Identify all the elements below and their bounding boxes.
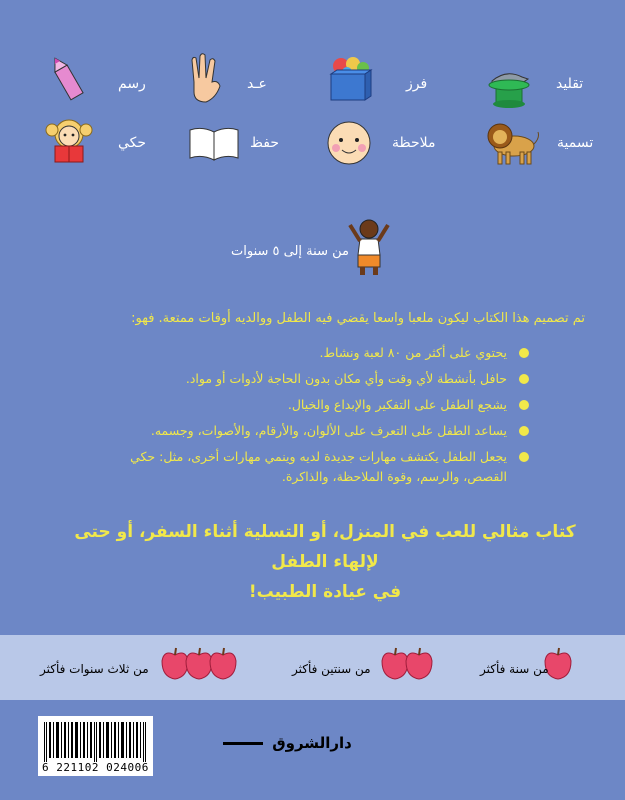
age-levels-strip (0, 635, 625, 700)
lion-icon (484, 120, 540, 166)
apple-icon (380, 647, 436, 681)
barcode-number: 6 221102 024006 (42, 761, 149, 774)
apple-icon (160, 647, 242, 681)
publisher-underline (223, 742, 263, 745)
activity-sorting-label: فرز (406, 76, 428, 92)
hat-mouse-icon (478, 55, 538, 115)
activity-observation-label: ملاحظة (392, 135, 436, 151)
list-item: يجعل الطفل يكتشف مهارات جديدة لديه وينمي مهارات أخرى، مثل: حكي القصص، والرسم، وقوة الملاحظة، والذاكرة. (87, 447, 507, 487)
crayon-icon (48, 55, 86, 103)
intro-text: تم تصميم هذا الكتاب ليكون ملعبا واسعا يقضي فيه الطفل ووالديه أوقات ممتعة. فهو: (131, 311, 585, 326)
girl-reading-icon (42, 116, 96, 166)
age-level-2-label: من سنتين فأكثر (292, 662, 371, 676)
list-item: حافل بأنشطة لأي وقت وأي مكان بدون الحاجة لأدوات أو مواد. (87, 369, 507, 389)
activity-storytelling-label: حكي (118, 135, 147, 151)
hand-three-fingers-icon (186, 52, 224, 104)
activity-drawing-label: رسم (118, 76, 146, 92)
publisher-name: دارالشروق (272, 734, 352, 752)
toy-box-icon (325, 52, 375, 104)
list-item: يحتوي على أكثر من ٨٠ لعبة ونشاط. (87, 343, 507, 363)
age-range-label: من سنة إلى ٥ سنوات (231, 244, 349, 259)
activity-memorizing-label: حفظ (250, 135, 280, 151)
activity-imitation-label: تقليد (556, 76, 584, 92)
age-level-3-label: من ثلاث سنوات فأكثر (40, 662, 149, 676)
open-book-icon (188, 124, 240, 162)
activity-naming-label: تسمية (557, 135, 594, 151)
features-list (87, 343, 507, 493)
list-item: يساعد الطفل على التعرف على الألوان، والأرقام، والأصوات، وجسمه. (87, 421, 507, 441)
barcode-bars (38, 720, 153, 764)
tagline (65, 517, 585, 607)
smiling-face-icon (326, 120, 372, 166)
activity-counting-label: عـد (247, 76, 267, 92)
list-item: يشجع الطفل على التفكير والإبداع والخيال. (87, 395, 507, 415)
boy-cheering-icon (346, 215, 392, 277)
bullet-dot-icon (519, 400, 529, 410)
bullet-dot-icon (519, 452, 529, 462)
publisher-logo (223, 734, 352, 752)
tagline-line-2: في عيادة الطبيب! (248, 582, 402, 602)
bullet-dot-icon (519, 426, 529, 436)
age-level-1-label: من سنة فأكثر (480, 662, 549, 676)
bullet-dot-icon (519, 374, 529, 384)
barcode (38, 716, 153, 776)
bullet-dot-icon (519, 348, 529, 358)
tagline-line-1: كتاب مثالي للعب في المنزل، أو التسلية أثناء السفر، أو حتى لإلهاء الطفل (74, 522, 576, 572)
